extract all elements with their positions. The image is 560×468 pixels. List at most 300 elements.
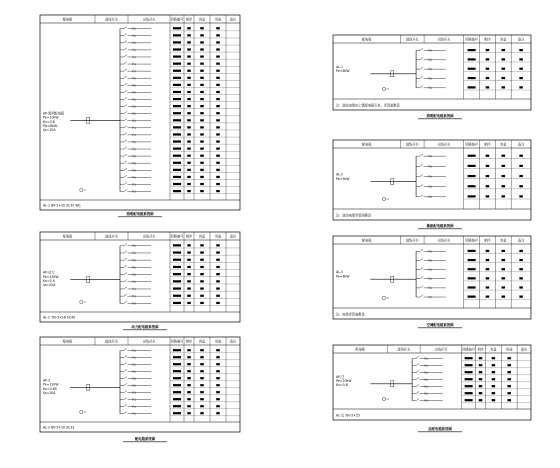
panel-caption: 照明配电箱系统图 (426, 114, 454, 118)
wire-line (124, 301, 127, 303)
wire-line (124, 48, 127, 50)
cell-mark (465, 378, 473, 380)
cell-mark (468, 286, 476, 288)
cell-mark (502, 250, 506, 252)
cell-mark (492, 392, 496, 394)
panel-spec-text: AP-总 (336, 374, 345, 379)
cell-mark (519, 268, 523, 270)
panel-caption: 照明配电箱系统图 (126, 212, 154, 216)
cell-mark (173, 280, 181, 282)
wire-line (124, 147, 127, 149)
cell-mark (187, 377, 191, 379)
cell-mark (216, 169, 220, 171)
cell-mark (486, 286, 490, 288)
wire-line (124, 26, 127, 28)
cell-mark (502, 86, 506, 88)
cell-mark (200, 302, 204, 304)
cell-mark (187, 126, 191, 128)
panel-footer-note: AL-2 YJV-5×16 SC40 (43, 315, 76, 320)
header-cell: 相序 (185, 17, 193, 22)
cell-mark (200, 70, 204, 72)
cell-mark (187, 244, 191, 246)
cell-mark (465, 364, 473, 366)
cell-mark (187, 370, 191, 372)
wire-line (124, 111, 127, 113)
wire-line (416, 391, 419, 393)
header-cell: 相序 (484, 142, 491, 147)
cell-mark (187, 70, 191, 72)
header-cell: 容量 (500, 238, 507, 243)
panel-spec-text: AP-照明配电箱 (43, 111, 65, 116)
panel-frame (333, 140, 531, 220)
cell-mark (216, 55, 220, 57)
cell-mark (173, 251, 181, 253)
cell-mark (492, 385, 496, 387)
ground-icon (80, 410, 83, 413)
cell-mark (519, 286, 523, 288)
panel-spec-text: AL-2 (336, 172, 344, 177)
panel-footer-note: AL-1 BV-5×10 SC32 WC (43, 203, 81, 208)
cell-mark (507, 364, 511, 366)
panel-spec-text: Pjs=8kW (43, 123, 58, 128)
cell-mark (173, 162, 181, 164)
wire-line (124, 376, 127, 378)
header-cell: 进线开关 (105, 234, 118, 239)
cell-mark (216, 34, 220, 36)
cell-mark (216, 48, 220, 50)
cell-mark (502, 155, 506, 157)
cell-mark (492, 357, 496, 359)
cell-mark (200, 126, 204, 128)
cell-mark (468, 49, 476, 51)
wire-line (124, 168, 127, 170)
header-cell: 回路编号 (465, 238, 478, 243)
wire-line (124, 383, 127, 385)
wire-line (124, 362, 127, 364)
wire-line (420, 154, 423, 156)
wire-line (124, 55, 127, 57)
cell-mark (216, 98, 220, 100)
cell-mark (479, 364, 483, 366)
cell-mark (486, 195, 490, 197)
cell-mark (216, 377, 220, 379)
wire-line (124, 126, 127, 128)
cell-mark (479, 399, 483, 401)
header-cell: 配电箱 (62, 234, 73, 239)
cell-mark (187, 169, 191, 171)
panel-caption: 动力配电箱系统图 (131, 325, 159, 329)
cell-mark (187, 84, 191, 86)
cell-mark (468, 296, 476, 298)
cell-mark (187, 356, 191, 358)
wire-line (420, 174, 423, 176)
cell-mark (216, 41, 220, 43)
cell-mark (200, 295, 204, 297)
cell-mark (486, 155, 490, 157)
cell-mark (173, 259, 181, 261)
wire-line (124, 175, 127, 177)
cell-mark (200, 27, 204, 29)
cell-mark (216, 412, 220, 414)
panel-spec-text: Kx=0.8 (43, 119, 55, 124)
cell-mark (216, 148, 220, 150)
cell-mark (200, 398, 204, 400)
wire-line (124, 272, 127, 274)
wire-line (124, 411, 127, 413)
cell-mark (200, 412, 204, 414)
header-cell: 容量 (198, 17, 206, 22)
cell-mark (200, 169, 204, 171)
cell-mark (187, 251, 191, 253)
cell-mark (173, 27, 181, 29)
cell-mark (187, 55, 191, 57)
cell-mark (187, 91, 191, 93)
cell-mark (507, 392, 511, 394)
cell-mark (187, 112, 191, 114)
wire-line (124, 287, 127, 289)
cell-mark (468, 268, 476, 270)
cell-mark (200, 84, 204, 86)
cell-mark (187, 77, 191, 79)
wire-line (124, 348, 127, 350)
cell-mark (492, 399, 496, 401)
cell-mark (216, 27, 220, 29)
wire-line (124, 34, 127, 36)
cell-mark (486, 185, 490, 187)
wire-line (416, 363, 419, 365)
cell-mark (173, 133, 181, 135)
header-cell: 容量 (490, 347, 497, 352)
header-cell: 相序 (185, 234, 193, 239)
wire-line (124, 76, 127, 78)
cell-mark (200, 41, 204, 43)
panel-spec-text: AL-1 (336, 64, 344, 69)
cell-mark (200, 244, 204, 246)
header-cell: 备注 (229, 339, 237, 344)
cell-mark (200, 119, 204, 121)
header-cell: 备注 (520, 347, 528, 352)
cell-mark (519, 86, 523, 88)
cell-mark (187, 363, 191, 365)
cell-mark (216, 405, 220, 407)
cell-mark (200, 148, 204, 150)
cell-mark (173, 302, 181, 304)
ground-icon (382, 296, 385, 299)
cell-mark (502, 286, 506, 288)
cell-mark (502, 49, 506, 51)
panel-caption: 总配电箱系统图 (428, 427, 452, 431)
panel-p6 (333, 236, 531, 328)
cell-mark (200, 251, 204, 253)
panel-p7 (333, 345, 531, 432)
panel-p5 (333, 140, 531, 229)
wire-line (416, 384, 419, 386)
wire-line (420, 76, 423, 78)
wire-line (420, 295, 423, 297)
cell-mark (173, 169, 181, 171)
header-cell: 配电箱 (361, 142, 372, 147)
cell-mark (200, 273, 204, 275)
cell-mark (468, 165, 476, 167)
wire-line (124, 390, 127, 392)
cell-mark (173, 176, 181, 178)
cell-mark (216, 112, 220, 114)
header-cell: 回路编号 (465, 142, 478, 147)
panel-spec-text: Pe=5kW (336, 176, 350, 181)
cell-mark (465, 385, 473, 387)
cell-mark (187, 398, 191, 400)
cell-mark (479, 392, 483, 394)
cell-mark (486, 77, 490, 79)
cell-mark (216, 363, 220, 365)
panel-footer-note: 注：电缆穿管暗敷设 (336, 312, 365, 317)
wire-line (124, 161, 127, 163)
cell-mark (187, 412, 191, 414)
cell-mark (200, 280, 204, 282)
cell-mark (173, 266, 181, 268)
header-cell: 用途 (214, 339, 222, 344)
cell-mark (187, 287, 191, 289)
cell-mark (216, 91, 220, 93)
cell-mark (486, 175, 490, 177)
cell-mark (519, 68, 523, 70)
cell-mark (173, 98, 181, 100)
cell-mark (173, 384, 181, 386)
cell-mark (216, 391, 220, 393)
cell-mark (216, 349, 220, 351)
wire-line (124, 244, 127, 246)
cell-mark (486, 49, 490, 51)
cell-mark (200, 63, 204, 65)
cell-mark (187, 190, 191, 192)
header-cell: 备注 (517, 37, 525, 42)
panel-footer-note: 注：进线电缆由上级配电箱引来，穿管暗敷设 (336, 103, 400, 108)
wire-line (420, 258, 423, 260)
cell-mark (187, 119, 191, 121)
cell-mark (200, 266, 204, 268)
cell-mark (173, 55, 181, 57)
cell-mark (200, 183, 204, 185)
cell-mark (173, 140, 181, 142)
cell-mark (173, 349, 181, 351)
cell-mark (507, 385, 511, 387)
cell-mark (468, 175, 476, 177)
panel-spec-text: AP-动力 (43, 270, 55, 275)
cell-mark (486, 277, 490, 279)
cell-mark (216, 63, 220, 65)
cell-mark (216, 280, 220, 282)
cell-mark (216, 176, 220, 178)
header-cell: 配电箱 (62, 339, 73, 344)
cell-mark (216, 84, 220, 86)
cell-mark (187, 133, 191, 135)
cell-mark (519, 296, 523, 298)
panel-spec-text: Pe=20kW (336, 379, 352, 383)
cell-mark (479, 385, 483, 387)
panel-spec-text: Kx=0.9 (43, 279, 55, 283)
cell-mark (468, 250, 476, 252)
cell-mark (173, 273, 181, 275)
cell-mark (465, 399, 473, 401)
cell-mark (502, 165, 506, 167)
cell-mark (200, 384, 204, 386)
panel-spec-text: Kx=0.8 (336, 383, 348, 388)
cell-mark (502, 185, 506, 187)
cell-mark (216, 244, 220, 246)
cell-mark (502, 259, 506, 261)
cell-mark (200, 77, 204, 79)
cell-mark (216, 190, 220, 192)
cell-mark (173, 398, 181, 400)
cell-mark (200, 91, 204, 93)
cell-mark (216, 287, 220, 289)
cell-mark (173, 391, 181, 393)
wire-line (124, 133, 127, 135)
ground-icon (80, 300, 83, 303)
cell-mark (486, 165, 490, 167)
cell-mark (492, 371, 496, 373)
cell-mark (216, 162, 220, 164)
cell-mark (173, 91, 181, 93)
cell-mark (173, 405, 181, 407)
cell-mark (486, 68, 490, 70)
ground-icon (382, 87, 385, 90)
cell-mark (486, 268, 490, 270)
cell-mark (492, 378, 496, 380)
cell-mark (519, 155, 523, 157)
cell-mark (173, 155, 181, 157)
cell-mark (216, 370, 220, 372)
cell-mark (216, 273, 220, 275)
cell-mark (200, 363, 204, 365)
cell-mark (468, 259, 476, 261)
panel-caption: 空调配电箱系统图 (426, 323, 454, 327)
cell-mark (187, 105, 191, 107)
wire-line (420, 67, 423, 69)
ground-icon (382, 397, 385, 400)
cell-mark (173, 126, 181, 128)
cell-mark (187, 34, 191, 36)
header-cell: 回路编号 (462, 347, 476, 352)
wire-line (416, 398, 419, 400)
panel-frame (333, 236, 531, 319)
cell-mark (187, 259, 191, 261)
wire-line (420, 249, 423, 251)
cell-mark (507, 371, 511, 373)
cell-mark (187, 63, 191, 65)
cell-mark (502, 296, 506, 298)
cell-mark (492, 364, 496, 366)
cell-mark (187, 148, 191, 150)
header-cell: 回路编号 (465, 37, 478, 42)
header-cell: 配电箱 (62, 17, 73, 22)
cell-mark (173, 105, 181, 107)
cell-mark (173, 370, 181, 372)
cell-mark (216, 140, 220, 142)
cell-mark (200, 48, 204, 50)
cell-mark (200, 190, 204, 192)
cell-mark (187, 280, 191, 282)
header-cell: 出线开关 (437, 37, 451, 42)
panel-spec-text: Ijs=20A (43, 390, 56, 395)
cell-mark (468, 77, 476, 79)
header-cell: 相序 (185, 339, 193, 344)
cell-mark (486, 86, 490, 88)
panel-spec-text: Pe=15kW (43, 274, 59, 279)
wire-line (124, 119, 127, 121)
cell-mark (486, 58, 490, 60)
cell-mark (216, 155, 220, 157)
wire-line (124, 182, 127, 184)
cell-mark (173, 70, 181, 72)
header-cell: 进线开关 (105, 339, 118, 344)
cell-mark (502, 58, 506, 60)
cell-mark (502, 175, 506, 177)
cell-mark (200, 162, 204, 164)
wire-line (124, 41, 127, 43)
wire-line (124, 83, 127, 85)
panel-footer-note: AL-总 YJV-5×25 (336, 413, 361, 418)
cell-mark (519, 185, 523, 187)
panel-p1 (40, 15, 240, 217)
cell-mark (519, 259, 523, 261)
cell-mark (216, 133, 220, 135)
header-cell: 备注 (229, 17, 237, 22)
wire-line (124, 104, 127, 106)
panel-caption: 配电箱系统图 (134, 437, 156, 441)
cell-mark (216, 77, 220, 79)
cell-mark (200, 370, 204, 372)
header-cell: 回路编号 (170, 17, 184, 22)
cell-mark (468, 185, 476, 187)
cell-mark (519, 250, 523, 252)
header-cell: 出线开关 (434, 347, 448, 352)
panel-spec-text: Pe=8kW (336, 274, 350, 279)
ground-icon (382, 197, 385, 200)
header-cell: 备注 (517, 142, 525, 147)
header-cell: 用途 (506, 347, 513, 352)
cell-mark (173, 41, 181, 43)
cell-mark (187, 349, 191, 351)
cell-mark (173, 190, 181, 192)
cell-mark (519, 195, 523, 197)
cell-mark (216, 302, 220, 304)
header-cell: 用途 (214, 17, 222, 22)
cell-mark (502, 277, 506, 279)
cell-mark (200, 259, 204, 261)
cell-mark (187, 27, 191, 29)
header-cell: 配电箱 (361, 238, 372, 243)
cell-mark (486, 296, 490, 298)
cell-mark (519, 277, 523, 279)
cell-mark (216, 183, 220, 185)
header-cell: 出线开关 (437, 238, 451, 243)
panel-p2 (40, 232, 240, 330)
cell-mark (200, 377, 204, 379)
header-cell: 容量 (198, 234, 206, 239)
cell-mark (187, 266, 191, 268)
wire-line (124, 251, 127, 253)
wire-line (420, 58, 423, 60)
header-cell: 备注 (229, 234, 237, 239)
header-cell: 回路编号 (170, 234, 184, 239)
cell-mark (479, 371, 483, 373)
cell-mark (187, 162, 191, 164)
panel-spec-text: Pe=10kW (43, 115, 59, 120)
cell-mark (216, 70, 220, 72)
cell-mark (200, 55, 204, 57)
header-cell: 出线开关 (437, 142, 451, 147)
